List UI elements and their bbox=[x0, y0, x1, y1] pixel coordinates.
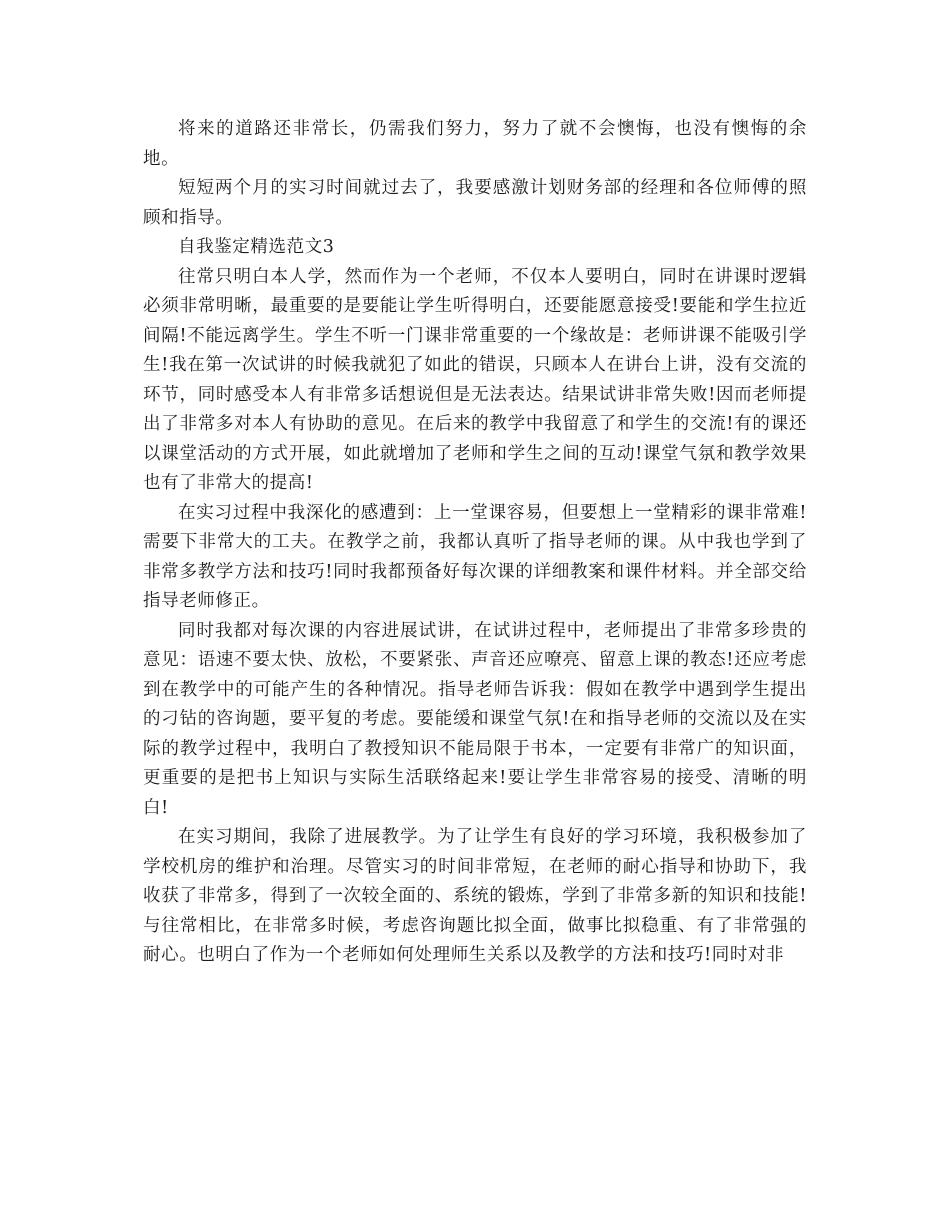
paragraph-thanks: 短短两个月的实习时间就过去了，我要感激计划财务部的经理和各位师傅的照顾和指导。 bbox=[143, 178, 807, 228]
section-heading: 自我鉴定精选范文3 bbox=[178, 237, 335, 257]
paragraph-teaching-reflection: 往常只明白本人学，然而作为一个老师，不仅本人要明白，同时在讲课时逻辑必须非常明晰，最重要的是要能让学生听得明白，还要能愿意接受!要能和学生拉近间隔!不能远离学生。学生不听一门课非常重要的一个缘故是：老师讲课不能吸引学生!我在第一次试讲的时候我就犯了如此的错误，只顾本人在讲台上讲，没有交流的环节，同时感受本人有非常多话想说但是无法表达。结果试讲非常失败!因而老师提出了非常多对本人有协助的意见。在后来的教学中我留意了和学生的交流!有的课还以课堂活动的方式开展，如此就增加了老师和学生之间的互动!课堂气氛和教学效果也有了非常大的提高! bbox=[143, 266, 807, 493]
paragraph-closing-remark: 将来的道路还非常长，仍需我们努力，努力了就不会懊悔，也没有懊悔的余地。 bbox=[143, 119, 807, 169]
paragraph-trial-lectures: 同时我都对每次课的内容进展试讲，在试讲过程中，老师提出了非常多珍贵的意见：语速不要太快、放松，不要紧张、声音还应嘹亮、留意上课的教态!还应考虑到在教学中的可能产生的各种情况。指导老师告诉我：假如在教学中遇到学生提出的刁钻的咨询题，要平复的考虑。要能缓和课堂气氛!在和指导老师的交流以及在实际的教学过程中，我明白了教授知识不能局限于书本，一定要有非常广的知识面，更重要的是把书上知识与实际生活联络起来!要让学生非常容易的接受、清晰的明白! bbox=[143, 620, 807, 818]
paragraph-practice-experience: 在实习过程中我深化的感遭到：上一堂课容易，但要想上一堂精彩的课非常难!需要下非常大的工夫。在教学之前，我都认真听了指导老师的课。从中我也学到了非常多教学方法和技巧!同时我都预备好每次课的详细教案和课件材料。并全部交给指导老师修正。 bbox=[143, 502, 807, 611]
paragraph-internship-gains: 在实习期间，我除了进展教学。为了让学生有良好的学习环境，我积极参加了学校机房的维护和治理。尽管实习的时间非常短，在老师的耐心指导和协助下，我收获了非常多，得到了一次较全面的、系统的锻炼，学到了非常多新的知识和技能!与往常相比，在非常多时候，考虑咨询题比拟全面，做事比拟稳重、有了非常强的耐心。也明白了作为一个老师如何处理师生关系以及教学的方法和技巧!同时对非 bbox=[143, 827, 807, 965]
document-body bbox=[143, 115, 807, 971]
